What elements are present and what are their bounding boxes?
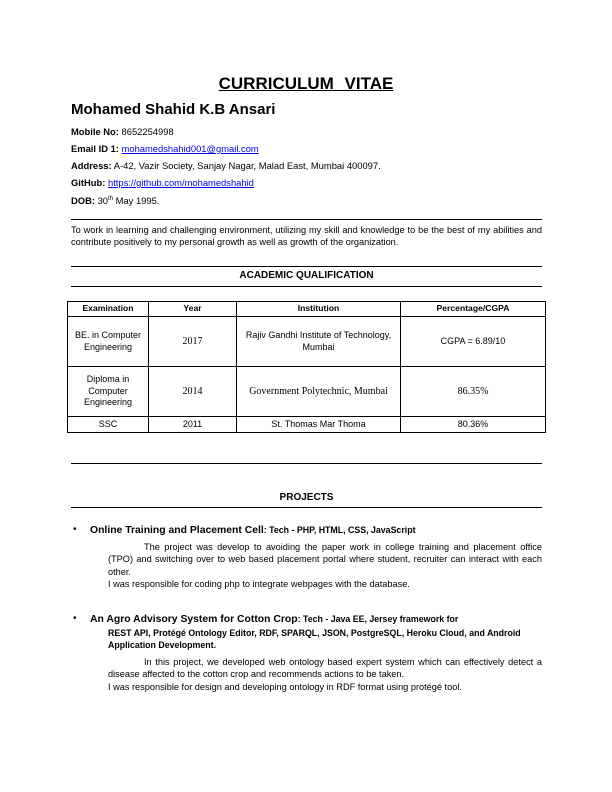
email-line (71, 143, 259, 154)
bullet-icon: • (73, 613, 77, 624)
divider (71, 463, 542, 464)
year-cell: 2011 (149, 417, 237, 433)
exam-cell: BE. in Computer Engineering (68, 317, 149, 367)
score-cell: 86.35% (401, 367, 546, 417)
exam-cell: SSC (68, 417, 149, 433)
score-cell: CGPA = 6.89/10 (401, 317, 546, 367)
mobile-label: Mobile No: (71, 126, 119, 137)
address-label: Address: (71, 160, 112, 171)
candidate-name: Mohamed Shahid K.B Ansari (71, 101, 276, 118)
project-item (73, 613, 542, 693)
divider (71, 219, 542, 220)
project-tech: : Tech - Java EE, Jersey framework for (297, 614, 459, 624)
project-description: The project was develop to avoiding the paper work in college training and placement office (TPO) and switching over to web based placement portal where student, recruiter can interact with each other. (108, 541, 542, 577)
projects-heading: PROJECTS (279, 492, 334, 503)
github-line (71, 177, 254, 188)
institution-cell: Government Polytechnic, Mumbai (237, 367, 401, 417)
academic-heading: ACADEMIC QUALIFICATION (239, 270, 374, 281)
dob-rest: May 1995. (113, 195, 160, 207)
dob-suffix: th (108, 196, 114, 202)
table-row (68, 317, 546, 367)
project-title: An Agro Advisory System for Cotton Crop (90, 614, 298, 625)
table-header-row (68, 302, 546, 317)
col-header-year: Year (149, 302, 237, 317)
project-title-line (90, 613, 542, 627)
table-row (68, 367, 546, 417)
project-responsibility: I was responsible for design and developing ontology in RDF format using protégé tool. (108, 681, 462, 692)
col-header-institution: Institution (237, 302, 401, 317)
mobile-value: 8652254998 (118, 126, 174, 137)
col-header-percentage: Percentage/CGPA (401, 302, 546, 317)
github-label: GitHub: (71, 177, 106, 188)
divider (71, 266, 542, 267)
email-link[interactable]: mohamedshahid001@gmail.com (121, 143, 259, 154)
address-line (71, 160, 381, 171)
col-header-examination: Examination (68, 302, 149, 317)
dob-label: DOB: (71, 195, 95, 207)
dob-line (71, 194, 159, 206)
table-row (68, 417, 546, 433)
project-title: Online Training and Placement Cell (90, 525, 264, 536)
institution-cell: St. Thomas Mar Thoma (237, 417, 401, 433)
project-tech-continued: REST API, Protégé Ontology Editor, RDF, SPARQL, JSON, PostgreSQL, Heroku Cloud, and Android Application Development. (108, 627, 521, 650)
github-link[interactable]: https://github.com/mohamedshahid (107, 177, 254, 188)
mobile-line (71, 126, 174, 137)
career-objective: To work in learning and challenging environment, utilizing my skill and knowledge to be the best of my abilities and contribute positively to my personal growth as well as growth of the organization. (71, 225, 542, 247)
project-title-line (90, 524, 542, 538)
project-description: In this project, we developed web ontology based expert system which can effectively detect a disease affected to the cotton crop and recommends actions to be taken. (108, 656, 542, 679)
score-cell: 80.36% (401, 417, 546, 433)
year-cell: 2017 (149, 317, 237, 367)
project-responsibility: I was responsible for coding php to integrate webpages with the database. (108, 579, 410, 589)
institution-cell: Rajiv Gandhi Institute of Technology, Mumbai (237, 317, 401, 367)
address-value: A-42, Vazir Society, Sanjay Nagar, Malad East, Mumbai 400097. (111, 160, 381, 171)
page-title: CURRICULUM VITAE (218, 74, 394, 93)
exam-cell: Diploma in Computer Engineering (68, 367, 149, 417)
project-item (73, 524, 542, 591)
divider (71, 286, 542, 287)
academic-table (67, 301, 546, 433)
dob-day: 30 (94, 195, 109, 207)
email-label: Email ID 1: (71, 143, 119, 154)
project-tech: : Tech - PHP, HTML, CSS, JavaScript (263, 525, 416, 535)
bullet-icon: • (73, 524, 77, 535)
year-cell: 2014 (149, 367, 237, 417)
divider (71, 507, 542, 508)
